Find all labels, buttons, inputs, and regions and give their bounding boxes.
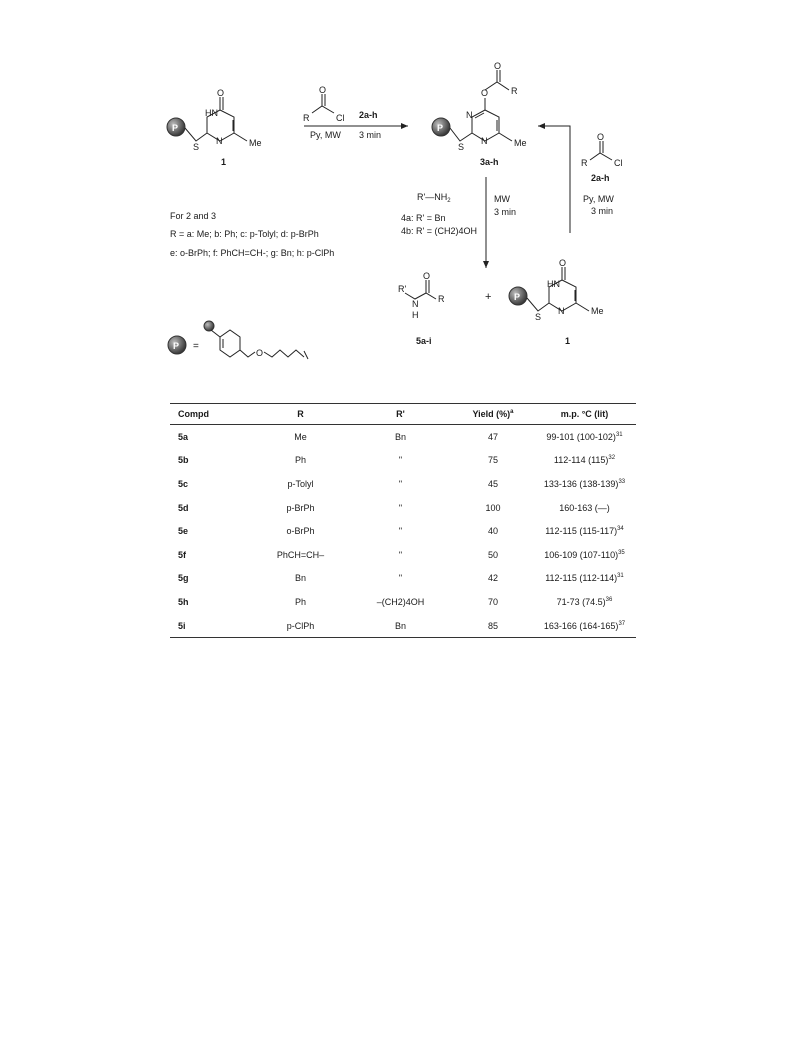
- bead-letter-def: P: [173, 341, 180, 351]
- yield-cell: 47: [487, 431, 498, 442]
- acyl2-o-label: O: [597, 132, 605, 142]
- yield-cell: 100: [485, 502, 501, 513]
- r-cell: Ph: [294, 596, 306, 607]
- acyl-chloride-structure-2: [590, 141, 612, 160]
- hn-label: HN: [205, 108, 218, 118]
- mp-value: 112-114 (115): [553, 455, 609, 466]
- yield-cell: 40: [487, 526, 498, 537]
- mp-value: 133-136 (138-139): [543, 478, 619, 489]
- oxygen-label-1b: O: [559, 258, 567, 268]
- header-yield: Yield (%)$^a$: [453, 404, 533, 425]
- ester-r-label: R: [511, 86, 518, 96]
- table-row: [170, 614, 636, 638]
- acyl-r-label: R: [303, 113, 310, 123]
- header-r: R: [253, 404, 348, 425]
- mp-cell: [533, 425, 636, 449]
- methyl-label-3: Me: [514, 138, 527, 148]
- table-row: [170, 472, 636, 496]
- compound-1-label: 1: [221, 157, 227, 167]
- sulfur-label-3: S: [458, 142, 465, 152]
- acyl2-r-label: R: [581, 158, 588, 168]
- amine-reagent: $R'—NH_2$: [417, 192, 451, 204]
- reagent-2-label: 2a-h: [359, 110, 378, 120]
- mp-cell: [533, 567, 636, 591]
- rprime-cell: ": [398, 526, 403, 537]
- reference-number: 34: [617, 526, 624, 533]
- compd-cell: 5c: [178, 478, 189, 489]
- down-cond-1: MW: [494, 194, 510, 204]
- mp-cell: [533, 519, 636, 543]
- plus-sign: +: [485, 291, 492, 303]
- right-cond-1: Py, MW: [583, 194, 614, 204]
- rprime-cell: ": [398, 549, 403, 560]
- reference-number: 33: [618, 478, 626, 485]
- acyl-cl-label: Cl: [336, 113, 345, 123]
- rprime-cell: –(CH2)4OH: [376, 596, 425, 607]
- n-label-3a: N: [466, 110, 473, 120]
- rprime-cell: ": [398, 478, 403, 489]
- sulfur-label-1b: S: [535, 312, 542, 322]
- recycle-arrow: [538, 126, 570, 233]
- r-cell: p-BrPh: [286, 502, 315, 513]
- linker-o-label: O: [256, 348, 264, 358]
- compd-cell: 5e: [178, 526, 189, 537]
- compound-5-label: 5a-i: [416, 336, 432, 346]
- yield-cell: 70: [487, 596, 498, 607]
- rprime-cell: Bn: [348, 614, 453, 638]
- yield-cell: 42: [487, 573, 498, 584]
- compd-cell: 5f: [178, 549, 187, 560]
- header-compd: Compd: [170, 404, 253, 425]
- reaction-scheme: [0, 0, 793, 400]
- methyl-label-1b: Me: [591, 306, 604, 316]
- compd-cell: 5b: [178, 455, 189, 466]
- bead-letter-1b: P: [514, 292, 521, 302]
- mp-cell: [533, 543, 636, 567]
- reference-number: 31: [617, 573, 624, 580]
- small-bead-icon: [204, 321, 214, 331]
- oxygen-label: O: [217, 88, 225, 98]
- table-row: [170, 567, 636, 591]
- table-body: [170, 425, 636, 638]
- header-rprime: R': [348, 404, 453, 425]
- results-table: [170, 403, 636, 638]
- rprime-cell: ": [398, 455, 403, 466]
- reference-number: 35: [618, 549, 625, 556]
- amine-4a: 4a: R' = Bn: [401, 213, 446, 223]
- table-header-row: [170, 404, 636, 425]
- carbonyl-o-label: O: [494, 61, 502, 71]
- reference-number: 36: [605, 596, 613, 603]
- compound-1b-structure: [509, 267, 589, 311]
- n-label-1b: N: [558, 306, 565, 316]
- reference-number: 32: [608, 455, 616, 462]
- r-cell: p-Tolyl: [287, 478, 314, 489]
- methyl-label: Me: [249, 138, 262, 148]
- mp-cell: [533, 472, 636, 496]
- legend-heading: For 2 and 3: [170, 211, 217, 221]
- r-cell: o-BrPh: [286, 526, 315, 537]
- yield-cell: 85: [453, 614, 533, 638]
- rprime-cell: Bn: [394, 431, 406, 442]
- sulfur-label: S: [193, 142, 200, 152]
- yield-cell: 45: [487, 478, 498, 489]
- header-mp: m.p. °C (lit): [533, 404, 636, 425]
- mp-cell: [533, 496, 636, 520]
- mp-value: 99-101 (100-102): [546, 431, 616, 442]
- mp-value: 160-163 (—): [559, 502, 610, 513]
- r-cell: Me: [294, 431, 307, 442]
- compd-cell: 5h: [178, 596, 189, 607]
- acyl2-cl-label: Cl: [614, 158, 623, 168]
- amide-r-label: R: [438, 294, 445, 304]
- table-row: [170, 590, 636, 614]
- rprime-cell: ": [398, 573, 403, 584]
- bead-definition: [168, 321, 308, 359]
- amide-n-label: N: [412, 299, 419, 309]
- mp-value: 71-73 (74.5): [556, 596, 606, 607]
- compd-cell: 5a: [178, 431, 189, 442]
- reference-number: 31: [615, 431, 623, 438]
- amide-product-structure: [405, 280, 436, 299]
- compound-3-label: 3a-h: [480, 157, 499, 167]
- hn-label-1b: HN: [547, 279, 560, 289]
- compound-1b-label: 1: [565, 336, 571, 346]
- arrow1-cond-2: 3 min: [359, 130, 382, 140]
- bead-letter-3: P: [437, 123, 444, 133]
- table-row: [170, 425, 636, 449]
- mp-cell: [533, 449, 636, 473]
- table-row: [170, 449, 636, 473]
- amine-4b: 4b: R' = (CH2)4OH: [401, 226, 477, 236]
- yield-cell: 50: [487, 549, 498, 560]
- reagent-2b-label: 2a-h: [591, 173, 610, 183]
- n-label: N: [216, 136, 223, 146]
- r-cell: Bn: [294, 573, 306, 584]
- arrow1-cond-1: Py, MW: [310, 130, 341, 140]
- table-row: [170, 543, 636, 567]
- compound-1-structure: [167, 97, 247, 141]
- n-label-3b: N: [481, 136, 488, 146]
- down-cond-2: 3 min: [494, 207, 517, 217]
- amide-h-label: H: [412, 310, 419, 320]
- compd-cell: 5i: [170, 614, 253, 638]
- mp-value: 163-166 (164-165): [543, 620, 619, 631]
- legend-line-1: R = a: Me; b: Ph; c: p-Tolyl; d: p-BrPh: [170, 229, 319, 239]
- amide-o-label: O: [423, 271, 431, 281]
- yield-cell: 75: [487, 455, 498, 466]
- acyl-o-label: O: [319, 85, 327, 95]
- bead-equals: =: [193, 341, 199, 352]
- amide-rprime-label: R': [398, 284, 407, 294]
- r-cell: Ph: [294, 455, 306, 466]
- r-cell: PhCH=CH–: [276, 549, 325, 560]
- mp-cell: [533, 614, 636, 638]
- compd-cell: 5g: [178, 573, 189, 584]
- rprime-cell: ": [398, 502, 403, 513]
- ester-o-label: O: [481, 88, 489, 98]
- mp-value: 106-109 (107-110): [544, 549, 619, 560]
- mp-value: 112-115 (112-114): [545, 573, 618, 584]
- mp-value: 112-115 (115-117): [545, 526, 618, 537]
- compd-cell: 5d: [178, 502, 189, 513]
- reference-number: 37: [618, 620, 626, 627]
- table-row: [170, 519, 636, 543]
- yield-footnote-mark: a: [510, 409, 514, 415]
- legend-line-2: e: o-BrPh; f: PhCH=CH-; g: Bn; h: p-ClPh: [170, 248, 335, 258]
- right-cond-2: 3 min: [591, 206, 614, 216]
- r-cell: p-ClPh: [253, 614, 348, 638]
- table-row: [170, 496, 636, 520]
- acyl-chloride-structure: [312, 94, 334, 113]
- mp-cell: [533, 590, 636, 614]
- compound-3-structure: [432, 70, 512, 141]
- bead-letter: P: [172, 123, 179, 133]
